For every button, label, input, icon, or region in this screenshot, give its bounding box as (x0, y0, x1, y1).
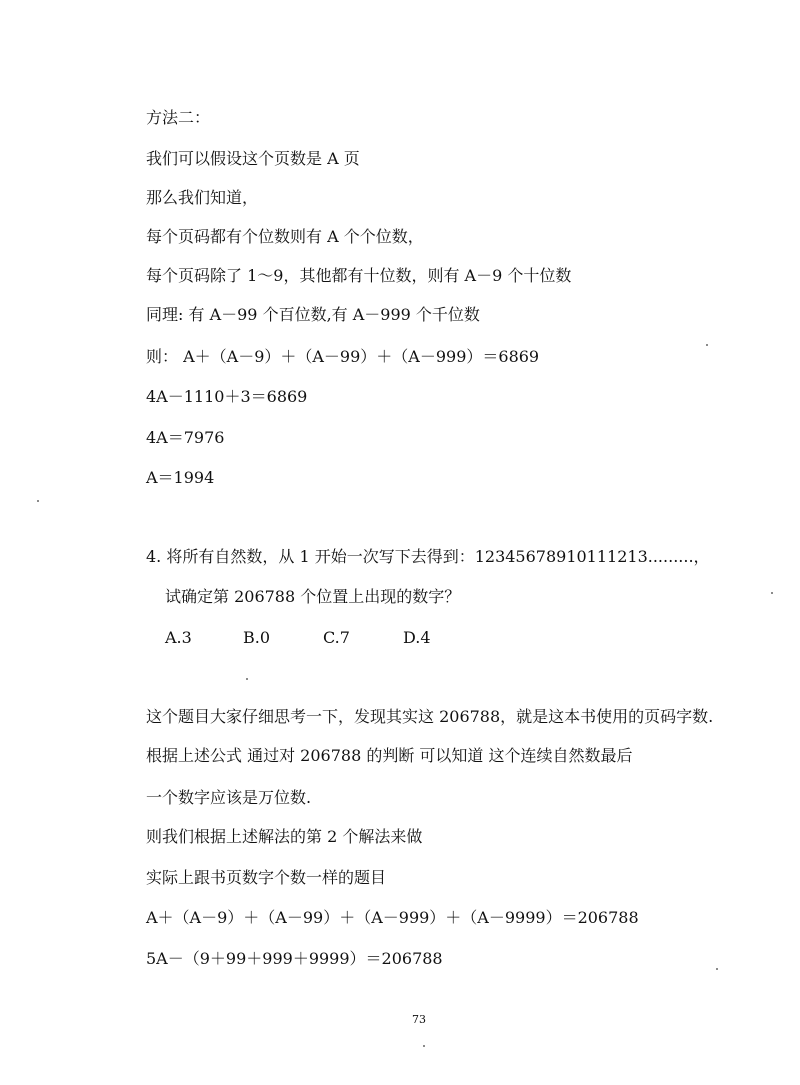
equation-line: 4A－1110＋3＝6869 (146, 387, 308, 406)
method-line: 那么我们知道， (146, 188, 259, 207)
option-a: A.3 (165, 628, 192, 647)
solution-line: 则我们根据上述解法的第 2 个解法来做 (146, 827, 423, 846)
solution-line: 实际上跟书页数字个数一样的题目 (146, 868, 387, 887)
equation-line: 5A－（9＋99＋999＋9999）＝206788 (146, 949, 443, 968)
option-d: D.4 (403, 628, 431, 647)
solution-line: 一个数字应该是万位数. (146, 788, 312, 807)
option-c: C.7 (323, 628, 350, 647)
method-line: 同理: 有 A－99 个百位数,有 A－999 个千位数 (146, 305, 480, 324)
option-b: B.0 (243, 628, 271, 647)
equation-line: 4A＝7976 (146, 428, 225, 447)
scan-speck (771, 592, 773, 594)
method-heading: 方法二： (146, 108, 211, 127)
scan-speck (246, 678, 248, 680)
equation-line: A＝1994 (146, 468, 215, 487)
answer-options (165, 628, 485, 650)
solution-line: 这个题目大家仔细思考一下，发现其实这 206788，就是这本书使用的页码字数. (146, 707, 714, 726)
scan-speck (706, 344, 708, 346)
equation-line: 则： A＋（A－9）＋（A－99）＋（A－999）＝6869 (146, 347, 540, 366)
method-line: 每个页码除了 1～9，其他都有十位数，则有 A－9 个十位数 (146, 266, 572, 285)
question-stem: 4. 将所有自然数，从 1 开始一次写下去得到：12345678910111213.........， (146, 547, 710, 566)
scan-speck (423, 1045, 425, 1047)
scan-speck (37, 500, 39, 502)
solution-line: 根据上述公式 通过对 206788 的判断 可以知道 这个连续自然数最后 (146, 746, 633, 765)
method-line: 我们可以假设这个页数是 A 页 (146, 149, 360, 168)
scan-speck (716, 968, 718, 970)
question-stem-continued: 试确定第 206788 个位置上出现的数字？ (165, 587, 461, 606)
method-line: 每个页码都有个位数则有 A 个个位数， (146, 227, 424, 246)
equation-line: A＋（A－9）＋（A－99）＋（A－999）＋（A－9999）＝206788 (146, 908, 639, 927)
page-number: 73 (412, 1013, 426, 1026)
